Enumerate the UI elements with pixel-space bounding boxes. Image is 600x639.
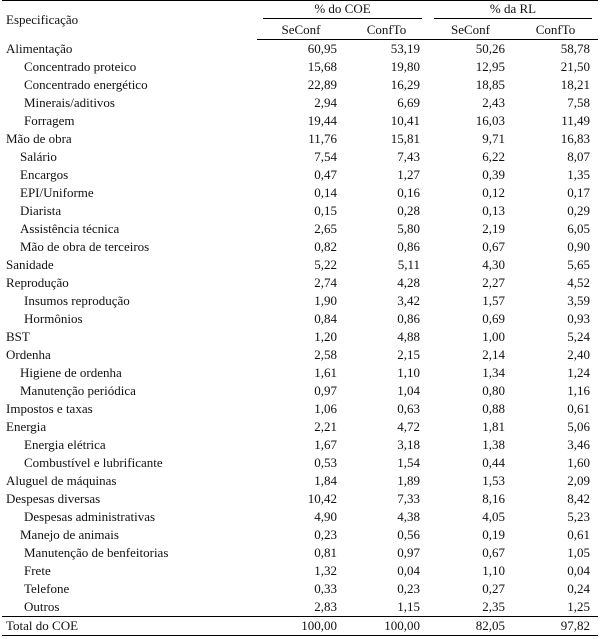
- cell-value: 2,35: [482, 599, 505, 614]
- row-label: Outros: [24, 599, 60, 614]
- cell-value: 0,04: [397, 563, 420, 578]
- table-row: [2, 238, 598, 256]
- table-row: [2, 166, 598, 184]
- cell-value: 2,09: [567, 473, 590, 488]
- cell-value: 7,43: [397, 149, 420, 164]
- cell-value: 3,42: [397, 293, 420, 308]
- cell-value: 4,72: [397, 419, 420, 434]
- cell-value: 0,80: [482, 383, 505, 398]
- cell-value: 4,52: [567, 275, 590, 290]
- cell-value: 1,84: [314, 473, 337, 488]
- table-row: [2, 598, 598, 617]
- table-row: [2, 364, 598, 382]
- cell-value: 4,38: [397, 509, 420, 524]
- cell-value: 6,69: [397, 95, 420, 110]
- cell-value: 0,23: [397, 581, 420, 596]
- row-label: Manutenção periódica: [20, 383, 136, 398]
- cell-value: 3,46: [567, 437, 590, 452]
- cell-value: 1,38: [482, 437, 505, 452]
- table-row: [2, 580, 598, 598]
- table-row: [2, 454, 598, 472]
- cell-value: 1,61: [314, 365, 337, 380]
- cell-value: 4,28: [397, 275, 420, 290]
- cell-value: 1,57: [482, 293, 505, 308]
- cell-value: 0,97: [314, 383, 337, 398]
- row-label: Combustível e lubrificante: [24, 455, 163, 470]
- cell-value: 1,90: [314, 293, 337, 308]
- cell-value: 1,67: [314, 437, 337, 452]
- cell-value: 1,20: [314, 329, 337, 344]
- cell-value: 60,95: [307, 41, 337, 56]
- cell-value: 2,83: [314, 599, 337, 614]
- row-label: Manutenção de benfeitorias: [24, 545, 169, 560]
- cell-value: 0,81: [314, 545, 337, 560]
- row-label: Energia: [6, 419, 47, 434]
- cell-value: 5,22: [314, 257, 337, 272]
- table-row: [2, 382, 598, 400]
- row-label: Alimentação: [6, 40, 73, 56]
- cell-value: 0,39: [482, 167, 505, 182]
- cell-value: 4,88: [397, 329, 420, 344]
- cell-value: 6,05: [567, 221, 590, 236]
- row-label: Ordenha: [6, 347, 51, 362]
- cell-value: 2,27: [482, 275, 505, 290]
- header-col-confto-coe: ConfTo: [345, 21, 428, 40]
- table-row: [2, 310, 598, 328]
- header-group-coe: [257, 1, 428, 22]
- table-row: [2, 148, 598, 166]
- cell-value: 97,82: [513, 617, 598, 636]
- row-label: Insumos reprodução: [24, 293, 130, 308]
- cell-value: 5,06: [567, 419, 590, 434]
- row-label: EPI/Uniforme: [20, 185, 94, 200]
- table-row: [2, 292, 598, 310]
- cell-value: 8,42: [567, 491, 590, 506]
- cell-value: 12,95: [475, 59, 505, 74]
- cell-value: 1,81: [482, 419, 505, 434]
- cell-value: 0,86: [397, 239, 420, 254]
- cell-value: 0,23: [314, 527, 337, 542]
- cell-value: 0,24: [567, 581, 590, 596]
- header-col-seconf-coe: SeConf: [257, 21, 345, 40]
- table-row: [2, 526, 598, 544]
- table-row: [2, 274, 598, 292]
- cell-value: 0,44: [482, 455, 505, 470]
- cell-value: 2,14: [482, 347, 505, 362]
- cell-value: 15,68: [307, 59, 337, 74]
- cell-value: 2,74: [314, 275, 337, 290]
- table-row: [2, 220, 598, 238]
- cell-value: 1,05: [567, 545, 590, 560]
- row-label: Higiene de ordenha: [20, 365, 122, 380]
- row-label: Sanidade: [6, 257, 54, 272]
- cell-value: 0,86: [397, 311, 420, 326]
- table-row: [2, 400, 598, 418]
- table-row: [2, 76, 598, 94]
- cell-value: 0,67: [482, 545, 505, 560]
- cell-value: 11,49: [561, 113, 590, 128]
- cell-value: 1,16: [567, 383, 590, 398]
- cell-value: 1,32: [314, 563, 337, 578]
- cell-value: 5,11: [397, 257, 420, 272]
- row-label: Concentrado energético: [24, 77, 148, 92]
- cell-value: 19,44: [307, 113, 337, 128]
- row-label: Assistência técnica: [20, 221, 120, 236]
- cell-value: 7,58: [567, 95, 590, 110]
- table-row: [2, 202, 598, 220]
- cell-value: 21,50: [560, 59, 590, 74]
- cell-value: 1,04: [397, 383, 420, 398]
- cell-value: 82,05: [428, 617, 513, 636]
- cell-value: 4,30: [482, 257, 505, 272]
- table-row: [2, 508, 598, 526]
- row-label: Frete: [24, 563, 51, 578]
- cell-value: 0,90: [567, 239, 590, 254]
- cell-value: 5,80: [397, 221, 420, 236]
- cell-value: 1,60: [567, 455, 590, 470]
- cell-value: 1,24: [567, 365, 590, 380]
- cell-value: 2,15: [397, 347, 420, 362]
- cell-value: 0,28: [397, 203, 420, 218]
- cell-value: 1,10: [482, 563, 505, 578]
- cell-value: 0,84: [314, 311, 337, 326]
- cell-value: 0,29: [567, 203, 590, 218]
- table-row: [2, 544, 598, 562]
- cell-value: 1,89: [397, 473, 420, 488]
- row-label: Impostos e taxas: [6, 401, 93, 416]
- cell-value: 7,54: [314, 149, 337, 164]
- cell-value: 0,04: [567, 563, 590, 578]
- header-col-confto-rl: ConfTo: [513, 21, 598, 40]
- cell-value: 2,58: [314, 347, 337, 362]
- cell-value: 1,53: [482, 473, 505, 488]
- cell-value: 0,97: [397, 545, 420, 560]
- table-row: [2, 130, 598, 148]
- cell-value: 0,93: [567, 311, 590, 326]
- table-row: [2, 418, 598, 436]
- cell-value: 22,89: [307, 77, 337, 92]
- row-label: Encargos: [20, 167, 69, 182]
- row-label: Salário: [20, 149, 57, 164]
- cell-value: 9,71: [482, 131, 505, 146]
- header-spec: Especificação: [2, 1, 257, 40]
- cell-value: 0,56: [397, 527, 420, 542]
- cell-value: 0,88: [482, 401, 505, 416]
- cell-value: 1,10: [397, 365, 420, 380]
- cell-value: 1,34: [482, 365, 505, 380]
- cell-value: 0,63: [397, 401, 420, 416]
- row-label: Hormônios: [24, 311, 83, 326]
- table-row: [2, 94, 598, 112]
- row-label: Despesas diversas: [6, 491, 101, 506]
- total-row: [2, 617, 598, 636]
- table-row: [2, 184, 598, 202]
- cell-value: 1,25: [567, 599, 590, 614]
- cell-value: 0,15: [314, 203, 337, 218]
- cell-value: 100,00: [257, 617, 345, 636]
- cell-value: 0,14: [314, 185, 337, 200]
- cell-value: 4,05: [482, 509, 505, 524]
- cell-value: 4,90: [314, 509, 337, 524]
- row-label: Energia elétrica: [24, 437, 106, 452]
- row-label: Forragem: [24, 113, 75, 128]
- cell-value: 8,16: [482, 491, 505, 506]
- cell-value: 5,24: [567, 329, 590, 344]
- cell-value: 1,06: [314, 401, 337, 416]
- cell-value: 10,41: [390, 113, 420, 128]
- table-row: [2, 562, 598, 580]
- cell-value: 0,17: [567, 185, 590, 200]
- table-row: [2, 58, 598, 76]
- cell-value: 19,80: [390, 59, 420, 74]
- cell-value: 0,27: [482, 581, 505, 596]
- cell-value: 1,15: [397, 599, 420, 614]
- cell-value: 16,29: [390, 77, 420, 92]
- table-row: [2, 40, 598, 59]
- cell-value: 3,59: [567, 293, 590, 308]
- table-row: [2, 112, 598, 130]
- cell-value: 0,67: [482, 239, 505, 254]
- cost-table-grid: [2, 0, 598, 636]
- cell-value: 0,19: [482, 527, 505, 542]
- cell-value: 2,21: [314, 419, 337, 434]
- cell-value: 8,07: [567, 149, 590, 164]
- cell-value: 5,23: [567, 509, 590, 524]
- cell-value: 50,26: [475, 41, 505, 56]
- header-group-rl-label: % da RL: [434, 1, 592, 19]
- table-row: [2, 490, 598, 508]
- row-label: Reprodução: [6, 275, 69, 290]
- table-row: [2, 256, 598, 274]
- row-label: Diarista: [20, 203, 62, 218]
- cell-value: 5,65: [567, 257, 590, 272]
- cell-value: 0,69: [482, 311, 505, 326]
- row-label: Concentrado proteico: [24, 59, 137, 74]
- cell-value: 1,54: [397, 455, 420, 470]
- cell-value: 18,85: [475, 77, 505, 92]
- row-label: Aluguel de máquinas: [6, 473, 117, 488]
- cost-table: [2, 0, 598, 636]
- cell-value: 0,47: [314, 167, 337, 182]
- row-label: Mão de obra: [6, 131, 72, 146]
- cell-value: 0,13: [482, 203, 505, 218]
- cell-value: 53,19: [390, 41, 420, 56]
- cell-value: 2,40: [567, 347, 590, 362]
- cell-value: 0,12: [482, 185, 505, 200]
- cell-value: 2,19: [482, 221, 505, 236]
- row-label: Telefone: [24, 581, 70, 596]
- header-group-coe-label: % do COE: [263, 1, 422, 19]
- cell-value: 6,22: [482, 149, 505, 164]
- cell-value: 0,16: [397, 185, 420, 200]
- cell-value: 2,43: [482, 95, 505, 110]
- cell-value: 100,00: [345, 617, 428, 636]
- cell-value: 2,65: [314, 221, 337, 236]
- row-label: Manejo de animais: [20, 527, 119, 542]
- cell-value: 0,53: [314, 455, 337, 470]
- cell-value: 10,42: [307, 491, 337, 506]
- cell-value: 3,18: [397, 437, 420, 452]
- cell-value: 16,83: [560, 131, 590, 146]
- header-col-seconf-rl: SeConf: [428, 21, 513, 40]
- total-label: Total do COE: [2, 617, 257, 636]
- row-label: BST: [6, 329, 30, 344]
- cell-value: 1,00: [482, 329, 505, 344]
- cell-value: 58,78: [560, 41, 590, 56]
- cell-value: 15,81: [390, 131, 420, 146]
- row-label: Despesas administrativas: [24, 509, 156, 524]
- cell-value: 11,76: [308, 131, 337, 146]
- cell-value: 0,82: [314, 239, 337, 254]
- cell-value: 1,35: [567, 167, 590, 182]
- table-row: [2, 346, 598, 364]
- cell-value: 16,03: [475, 113, 505, 128]
- cell-value: 0,61: [567, 527, 590, 542]
- header-group-rl: [428, 1, 598, 22]
- cell-value: 0,33: [314, 581, 337, 596]
- cell-value: 7,33: [397, 491, 420, 506]
- table-row: [2, 436, 598, 454]
- row-label: Mão de obra de terceiros: [20, 239, 150, 254]
- cell-value: 2,94: [314, 95, 337, 110]
- row-label: Minerais/aditivos: [24, 95, 115, 110]
- cell-value: 0,61: [567, 401, 590, 416]
- table-row: [2, 328, 598, 346]
- cell-value: 18,21: [560, 77, 590, 92]
- cell-value: 1,27: [397, 167, 420, 182]
- table-row: [2, 472, 598, 490]
